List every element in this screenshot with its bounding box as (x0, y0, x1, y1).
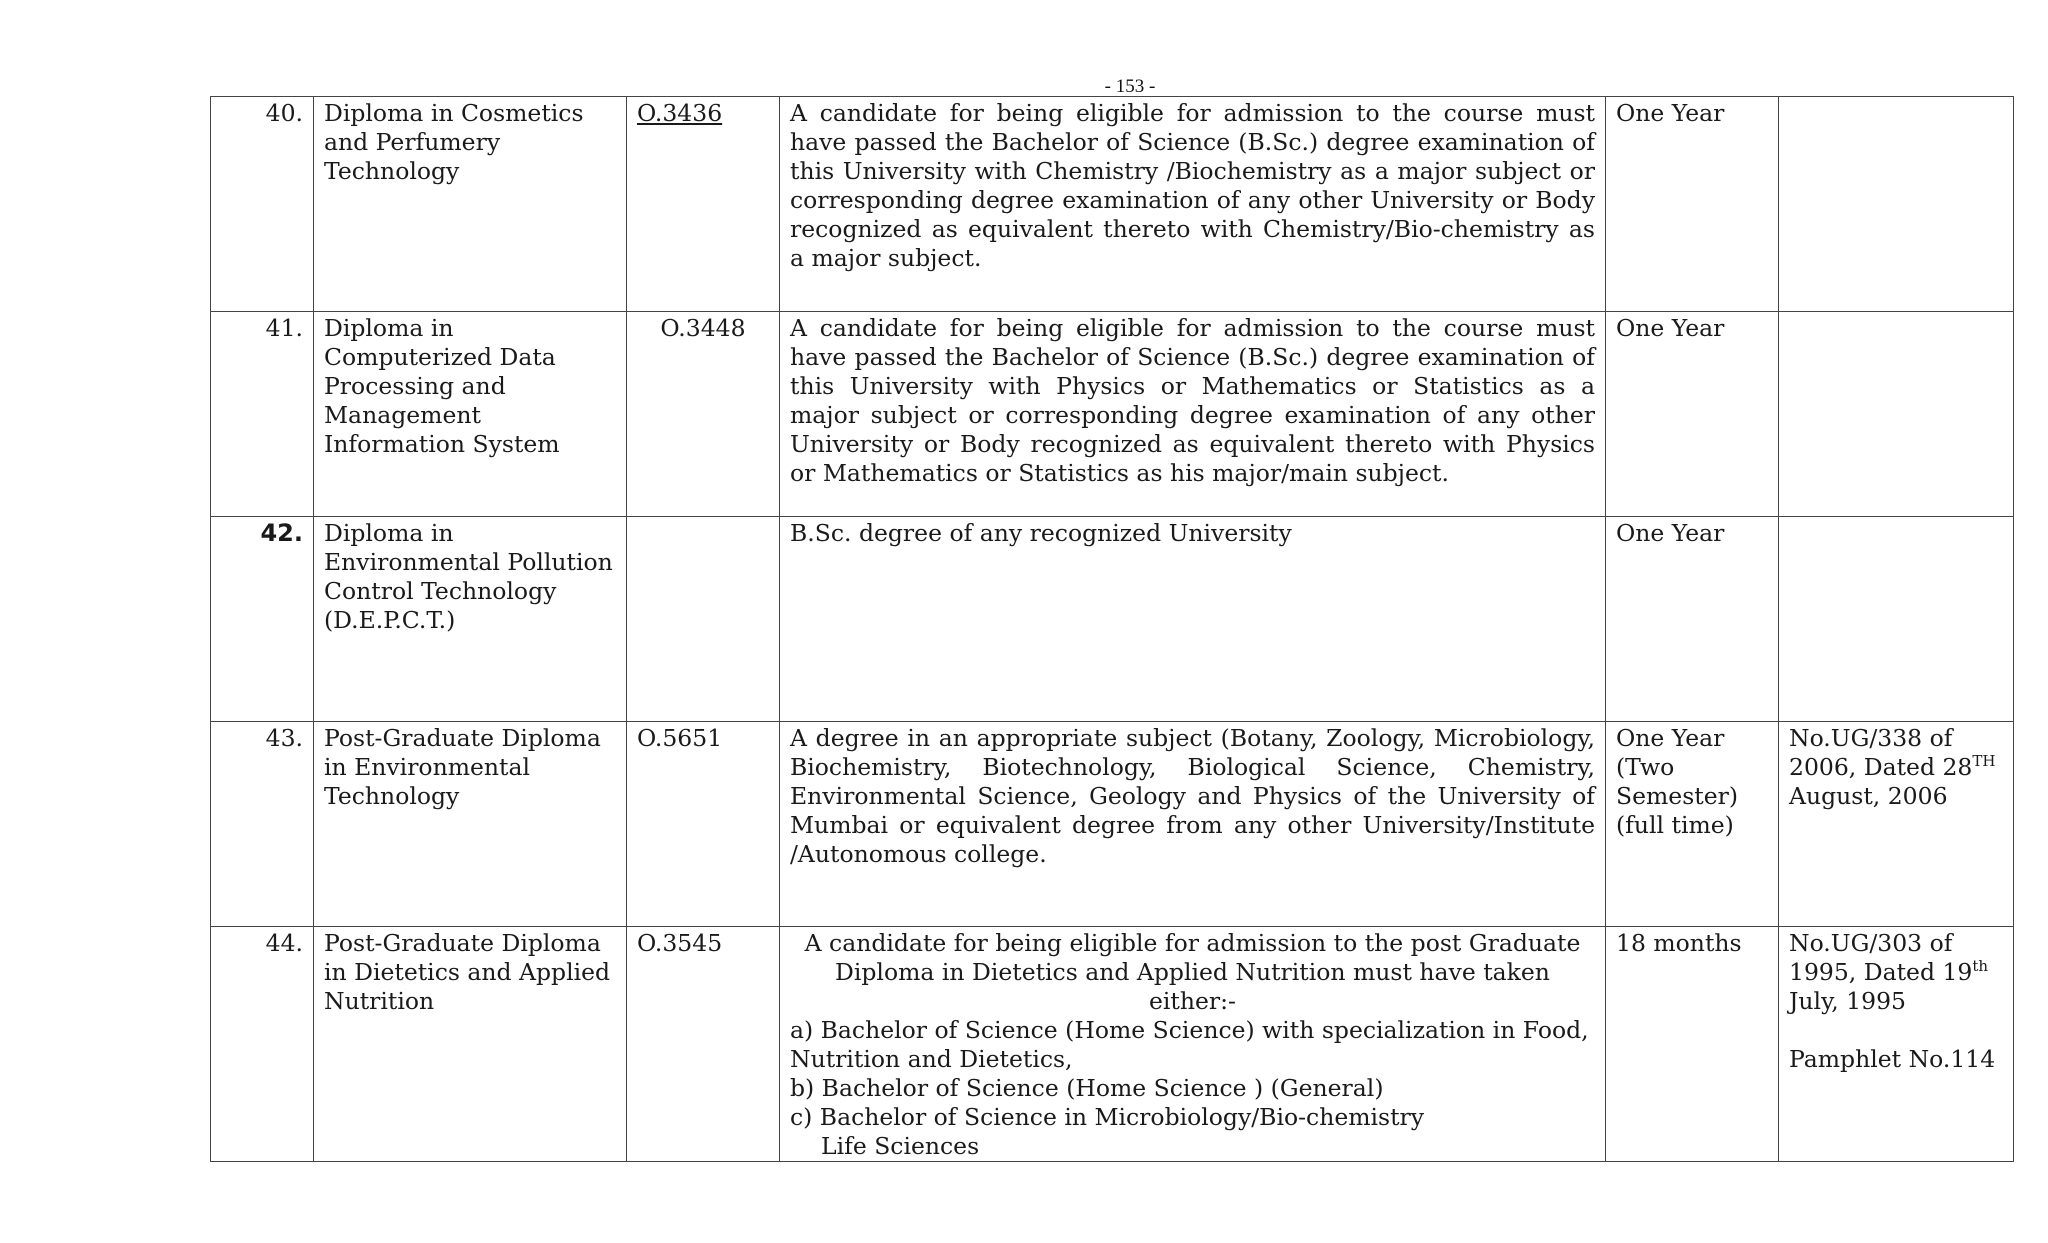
serial-number: 40. (211, 97, 314, 312)
reference-text: No.UG/338 of 2006, Dated 28 (1789, 724, 1973, 781)
course-title: Post-Graduate Diploma in Dietetics and Applied Nutrition (314, 927, 627, 1162)
course-title: Post-Graduate Diploma in Environmental Technology (314, 722, 627, 927)
ordinance-cell (627, 97, 780, 312)
reference-superscript: TH (1972, 752, 1996, 771)
reference-cell (1779, 517, 2014, 722)
reference-superscript: th (1972, 957, 1989, 976)
reference-text-end: July, 1995 (1789, 987, 1906, 1015)
table-row (211, 722, 2014, 927)
pamphlet-reference: Pamphlet No.114 (1789, 1045, 1996, 1073)
table-row (211, 927, 2014, 1162)
reference-text: No.UG/303 of 1995, Dated 19 (1789, 929, 1973, 986)
course-title: Diploma in Cosmetics and Perfumery Technology (314, 97, 627, 312)
reference-cell (1779, 97, 2014, 312)
ordinance-number (627, 517, 780, 722)
course-duration: One Year (1606, 517, 1779, 722)
reference-cell (1779, 312, 2014, 517)
eligibility-text: A candidate for being eligible for admission to the course must have passed the Bachelor of Science (B.Sc.) degree examination of this University with Physics or Mathematics or Statistics as a major subject or corresponding degree examination of any other University or Body recognized as equivalent thereto with Physics or Mathematics or Statistics as his major/main subject. (780, 312, 1606, 517)
eligibility-text: A degree in an appropriate subject (Botany, Zoology, Microbiology, Biochemistry, Biotechnology, Biological Science, Chemistry, Environmental Science, Geology and Physics of the University of Mumbai or equivalent degree from any other University/Institute /Autonomous college. (780, 722, 1606, 927)
course-table (210, 96, 2014, 1162)
ordinance-number: O.5651 (627, 722, 780, 927)
serial-number: 44. (211, 927, 314, 1162)
eligibility-text: A candidate for being eligible for admission to the course must have passed the Bachelor of Science (B.Sc.) degree examination of this University with Chemistry /Biochemistry as a major subject or corresponding degree examination of any other University or Body recognized as equivalent thereto with Chemistry/Bio-chemistry as a major subject. (780, 97, 1606, 312)
reference-cell (1779, 927, 2014, 1162)
ordinance-number: O.3545 (627, 927, 780, 1162)
eligibility-option: a) Bachelor of Science (Home Science) with specialization in Food, Nutrition and Dietetics, (790, 1016, 1589, 1073)
serial-number: 43. (211, 722, 314, 927)
reference-text-end: August, 2006 (1789, 782, 1948, 810)
eligibility-cell (780, 927, 1606, 1162)
table-row (211, 97, 2014, 312)
serial-number: 42. (211, 517, 314, 722)
reference-block (1789, 929, 2003, 1016)
course-title: Diploma in Environmental Pollution Control Technology (D.E.P.C.T.) (314, 517, 627, 722)
course-duration: One Year (Two Semester) (full time) (1606, 722, 1779, 927)
course-title: Diploma in Computerized Data Processing and Management Information System (314, 312, 627, 517)
eligibility-intro: A candidate for being eligible for admission to the post Graduate Diploma in Dietetics and Applied Nutrition must have taken either:- (804, 929, 1581, 1015)
eligibility-text: B.Sc. degree of any recognized University (780, 517, 1606, 722)
reference-cell (1779, 722, 2014, 927)
eligibility-option-continuation: Life Sciences (821, 1132, 980, 1160)
table-row (211, 312, 2014, 517)
serial-number: 41. (211, 312, 314, 517)
reference-spacer (1789, 1016, 2003, 1045)
eligibility-option: b) Bachelor of Science (Home Science ) (General) (790, 1074, 1384, 1102)
course-duration: One Year (1606, 97, 1779, 312)
eligibility-option: c) Bachelor of Science in Microbiology/Bio-chemistry (790, 1103, 1425, 1131)
table-row (211, 517, 2014, 722)
ordinance-number: O.3436 (637, 99, 723, 127)
course-duration: 18 months (1606, 927, 1779, 1162)
page-number: - 153 - (1104, 76, 1156, 97)
course-duration: One Year (1606, 312, 1779, 517)
ordinance-number: O.3448 (627, 312, 780, 517)
